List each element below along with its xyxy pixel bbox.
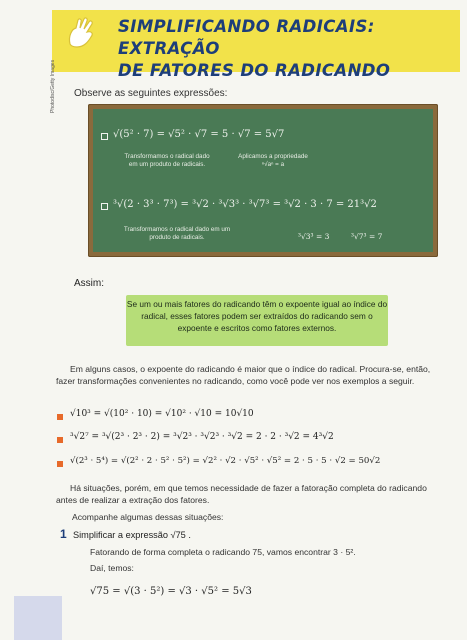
bullet-icon: [57, 461, 63, 467]
rule-box: Se um ou mais fatores do radicando têm o expoente igual ao índice do radical, esses fatores podem ser extraídos do radicando sem o expoente e escritos como fatores externos.: [126, 295, 388, 346]
bullet-icon: [101, 203, 108, 210]
bullet-icon: [57, 414, 63, 420]
bullet-icon: [57, 437, 63, 443]
board-expression-2: ³√(2 · 3³ · 7³) = ³√2 · ³√3³ · ³√7³ = ³√2 · 3 · 7 = 21³√2: [113, 199, 377, 210]
example-3: √(2³ · 5⁴) = √(2² · 2 · 5² · 5²) = √2² · √2 · √5² · √5² = 2 · 5 · 5 · √2 = 50√2: [70, 456, 381, 466]
board-note-2: Transformamos o radical dado em um produto de radicais.: [123, 226, 231, 241]
question-number: 1: [60, 527, 67, 541]
photo-credit: Photodisc/Getty Images: [50, 59, 56, 113]
board-note-1b: Aplicamos a propriedade ⁿ√aⁿ = a: [238, 153, 308, 168]
paragraph-3: Acompanhe algumas dessas situações:: [72, 512, 224, 522]
paragraph-2: Há situações, porém, em que temos necessidade de fazer a fatoração completa do radicando antes de realizar a extração dos fatores.: [56, 483, 427, 505]
question-line-1: Fatorando de forma completa o radicando 75, vamos encontrar 3 · 5².: [90, 547, 356, 557]
example-2: ³√2⁷ = ³√(2³ · 2³ · 2) = ³√2³ · ³√2³ · ³√2 = 2 · 2 · ³√2 = 4³√2: [70, 432, 334, 442]
board-note-2c: ³√7³ = 7: [351, 232, 383, 241]
chalkboard: [88, 104, 438, 257]
chalkboard-surface: [93, 109, 433, 252]
board-note-1a: Transformamos o radical dado em um produto de radicais.: [124, 153, 210, 168]
example-1: √10³ = √(10² · 10) = √10² · √10 = 10√10: [70, 409, 254, 419]
board-expression-1: √(5² · 7) = √5² · √7 = 5 · √7 = 5√7: [113, 129, 285, 140]
paragraph-1: Em alguns casos, o expoente do radicando é maior que o índice do radical. Procura-se, então, fazer transformações convenientes no radicando, como você pode ver nos exemplos a seguir.: [56, 364, 431, 386]
intro-text: Observe as seguintes expressões:: [74, 88, 228, 99]
assim-label: Assim:: [74, 278, 104, 289]
question-line-2: Daí, temos:: [90, 563, 134, 573]
hand-icon: [60, 14, 100, 54]
page-title: SIMPLIFICANDO RADICAIS: EXTRAÇÃO DE FATORES DO RADICANDO: [118, 17, 391, 80]
question-result: √75 = √(3 · 5²) = √3 · √5² = 5√3: [90, 586, 252, 597]
page-fold: [14, 596, 62, 640]
bullet-icon: [101, 133, 108, 140]
board-note-2b: ³√3³ = 3: [298, 232, 330, 241]
question-text: Simplificar a expressão √75 .: [73, 530, 191, 540]
